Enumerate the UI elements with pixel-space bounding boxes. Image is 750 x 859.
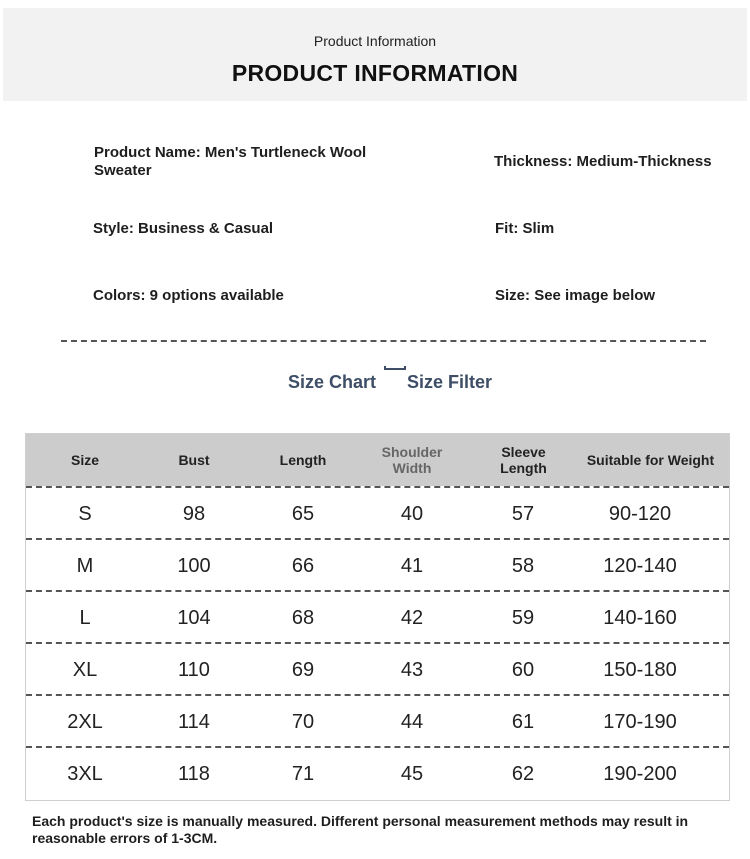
attr-value: Business & Casual — [138, 220, 274, 237]
col-header-bust: Bust — [178, 452, 210, 468]
attr-product-name — [94, 144, 394, 180]
col-header-suitable-weight: Suitable for Weight — [586, 452, 715, 468]
cell-weight: 90-120 — [608, 502, 672, 525]
cell-bust: 110 — [178, 658, 210, 681]
cell-shoulder: 40 — [400, 502, 424, 525]
col-header-shoulder-width: Shoulder Width — [381, 444, 443, 476]
cell-weight: 150-180 — [603, 658, 677, 681]
table-row — [26, 642, 729, 696]
col-header-length: Length — [279, 452, 327, 468]
cell-bust: 98 — [182, 502, 206, 525]
cell-bust: 114 — [178, 710, 210, 733]
cell-length: 70 — [291, 710, 315, 733]
cell-weight: 190-200 — [603, 762, 677, 785]
cell-length: 69 — [291, 658, 315, 681]
cell-weight: 120-140 — [603, 554, 677, 577]
table-row — [26, 694, 729, 748]
cell-sleeve: 58 — [511, 554, 535, 577]
size-table — [25, 433, 730, 801]
attr-thickness — [494, 153, 712, 171]
measurement-note: Each product's size is manually measured. Different personal measurement methods may result in reasonable errors of 1-3CM. — [32, 813, 689, 846]
attr-size — [495, 287, 655, 305]
cell-shoulder: 41 — [400, 554, 424, 577]
dashed-divider — [61, 340, 706, 342]
cell-length: 66 — [291, 554, 315, 577]
cell-shoulder: 43 — [400, 658, 424, 681]
cell-weight: 170-190 — [603, 710, 677, 733]
attr-style — [93, 220, 273, 238]
cell-length: 65 — [291, 502, 315, 525]
cell-size: S — [78, 502, 92, 525]
attr-key: Colors: — [93, 287, 146, 304]
cell-length: 68 — [291, 606, 315, 629]
attr-fit — [495, 220, 554, 238]
table-row — [26, 538, 729, 592]
cell-sleeve: 57 — [511, 502, 535, 525]
attr-colors — [93, 287, 284, 305]
cell-sleeve: 59 — [511, 606, 535, 629]
table-row — [26, 746, 729, 800]
cell-size: 2XL — [67, 710, 103, 733]
attr-key: Product Name: — [94, 144, 201, 161]
attr-key: Fit: — [495, 220, 519, 237]
cell-bust: 104 — [177, 606, 211, 629]
attr-key: Thickness: — [494, 153, 573, 170]
header-title: PRODUCT INFORMATION — [231, 60, 519, 86]
cell-size: M — [76, 554, 94, 577]
attr-key: Style: — [93, 220, 134, 237]
cell-shoulder: 44 — [400, 710, 424, 733]
table-header — [26, 434, 729, 486]
cell-bust: 100 — [177, 554, 211, 577]
attr-value: See image below — [534, 287, 656, 304]
attr-value: Men's Turtleneck Wool Sweater — [94, 144, 367, 179]
cell-shoulder: 45 — [400, 762, 424, 785]
attr-value: Slim — [522, 220, 555, 237]
cell-bust: 118 — [178, 762, 210, 785]
cell-size: 3XL — [67, 762, 103, 785]
attr-value: 9 options available — [149, 287, 284, 304]
col-header-sleeve-length: Sleeve Length — [500, 444, 547, 476]
cell-sleeve: 60 — [511, 658, 535, 681]
attr-key: Size: — [495, 287, 531, 304]
table-row — [26, 590, 729, 644]
cell-size: XL — [72, 658, 98, 681]
cell-sleeve: 61 — [511, 710, 535, 733]
cell-weight: 140-160 — [603, 606, 677, 629]
attr-value: Medium-Thickness — [576, 153, 712, 170]
table-row — [26, 486, 729, 540]
tab-indicator — [384, 366, 406, 370]
cell-length: 71 — [291, 762, 315, 785]
cell-size: L — [79, 606, 91, 629]
tab-size-chart[interactable]: Size Chart — [288, 372, 377, 392]
tab-size-filter[interactable]: Size Filter — [407, 372, 493, 392]
col-header-size: Size — [70, 452, 99, 468]
cell-sleeve: 62 — [511, 762, 535, 785]
header-subtitle: Product Information — [313, 33, 437, 49]
cell-shoulder: 42 — [400, 606, 424, 629]
header-banner — [3, 8, 747, 101]
